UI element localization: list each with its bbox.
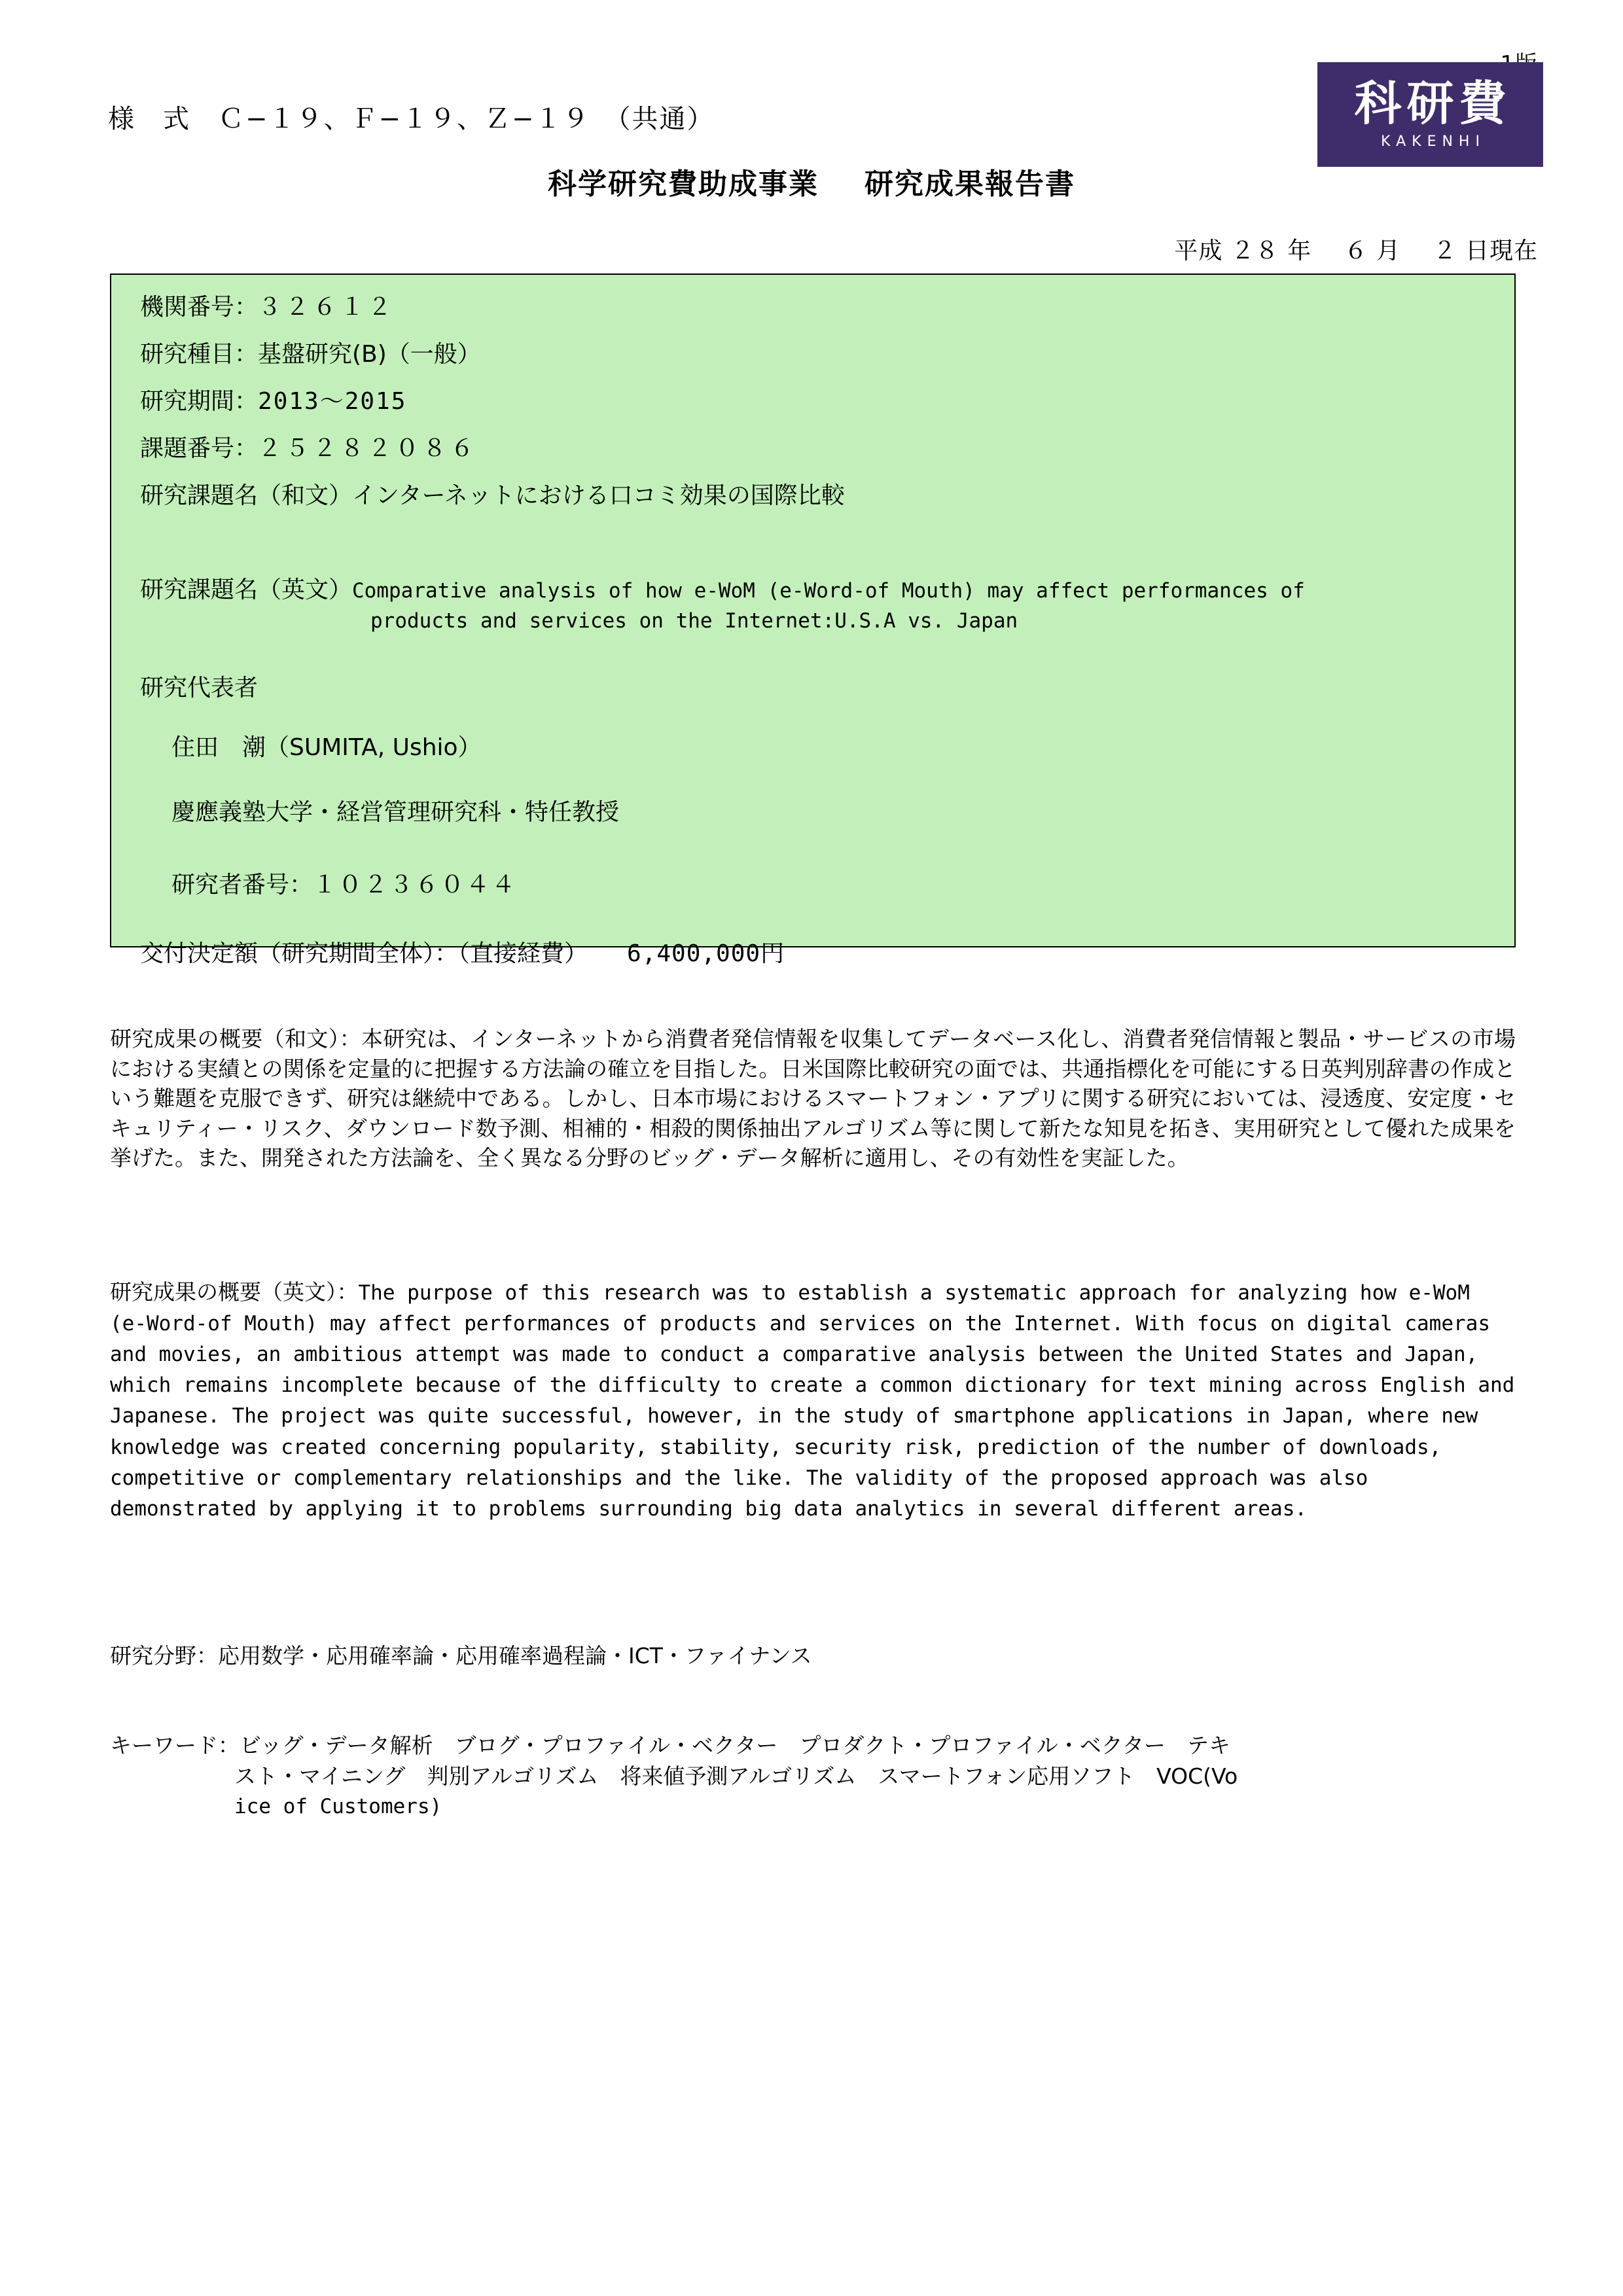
affiliation: 慶應義塾大学・経営管理研究科・特任教授 xyxy=(171,799,620,826)
report-date: 平成 ２８ 年 ６ 月 ２ 日現在 xyxy=(1174,238,1538,264)
abstract-japanese xyxy=(110,1024,1516,1173)
research-field-label: 研究分野： xyxy=(110,1643,218,1669)
keywords xyxy=(110,1731,1516,1821)
abstract-japanese-text: 本研究は、インターネットから消費者発信情報を収集してデータベース化し、消費者発信情報と製品・サービスの市場における実績との関係を定量的に把握する方法論の確立を目指した。日米国際比較研究の面では、共通指標化を可能にする日英判別辞書の作成という難題を克服できず、研究は継続中である。しかし、日本市場におけるスマートフォン・アプリに関する研究においては、浸透度、安定度・セキュリティー・リスク、ダウンロード数予測、相補的・相殺的関係抽出アルゴリズム等に関して新たな知見を拓き、実用研究として優れた成果を挙げた。また、開発された方法論を、全く異なる分野のビッグ・データ解析に適用し、その有効性を実証した。 xyxy=(110,1026,1516,1171)
abstract-english xyxy=(110,1276,1516,1525)
representative-label: 研究代表者 xyxy=(140,675,259,702)
research-category-label: 研究種目： xyxy=(140,341,259,368)
abstract-japanese-label: 研究成果の概要（和文）： xyxy=(110,1026,362,1051)
project-number-value: ２５２８２０８６ xyxy=(258,435,478,462)
institution-number-value: ３２６１２ xyxy=(258,294,396,321)
project-title-ja-value: インターネットにおける口コミ効果の国際比較 xyxy=(352,482,845,509)
project-number-row xyxy=(140,437,1486,461)
representative-name xyxy=(140,729,1486,762)
keywords-label: キーワード： xyxy=(110,1733,240,1758)
research-field-value: 応用数学・応用確率論・応用確率過程論・ICT・ファイナンス xyxy=(218,1643,812,1669)
project-number-label: 課題番号： xyxy=(140,435,259,462)
form-code: 様 式 Ｃ−１９、Ｆ−１９、Ｚ−１９ （共通） xyxy=(108,104,715,134)
grant-amount-row xyxy=(140,935,1486,968)
project-title-en-line2: products and services on the Internet:U.S.A vs. Japan xyxy=(370,609,1018,633)
kakenhi-logo-romaji: KAKENHI xyxy=(1381,133,1486,150)
project-info-box xyxy=(110,274,1516,968)
kakenhi-logo-kanji: 科研費 xyxy=(1354,75,1512,131)
research-category-value: 基盤研究(B)（一般） xyxy=(258,341,481,368)
researcher-number-label: 研究者番号： xyxy=(171,872,313,899)
research-period-value: 2013～2015 xyxy=(258,388,407,415)
researcher-number-row xyxy=(140,866,1486,900)
abstract-english-text: The purpose of this research was to establish a systematic approach for analyzing how e-WoM (e-Word-of Mouth) may affect performances of products and services on the Internet. With focus on digital cameras and movies, an ambitious attempt was made to conduct a comparative analysis between the United States and Japan, which remains incomplete because of the difficulty to create a common dictionary for text mining across English and Japanese. The project was quite successful, however, in the study of smartphone applications in Japan, where new knowledge was created concerning popularity, stability, security risk, prediction of the number of downloads, competitive or complementary relationships and the like. The validity of the proposed approach was also demonstrated by applying it to problems surrounding big data analytics in several different areas. xyxy=(110,1281,1515,1521)
doc-title-part2: 研究成果報告書 xyxy=(865,168,1075,201)
institution-number-row xyxy=(140,296,1486,319)
researcher-number-value: １０２３６０４４ xyxy=(313,872,518,899)
project-title-en-label: 研究課題名（英文） xyxy=(140,576,353,603)
project-title-en-row xyxy=(140,573,1486,635)
research-period-row xyxy=(140,390,1486,414)
keywords-line3: ice of Customers) xyxy=(234,1794,442,1818)
institution-number-label: 機関番号： xyxy=(140,294,259,321)
project-title-ja-row xyxy=(140,484,1486,508)
keywords-line2: スト・マイニング 判別アルゴリズム 将来値予測アルゴリズム スマートフォン応用ソフト VOC(Vo xyxy=(234,1763,1238,1789)
research-period-label: 研究期間： xyxy=(140,388,259,415)
doc-title-part1: 科学研究費助成事業 xyxy=(548,168,819,201)
research-field xyxy=(110,1639,1516,1670)
representative-name-text: 住田 潮（SUMITA, Ushio） xyxy=(171,734,482,762)
project-title-en-line1: Comparative analysis of how e-WoM (e-Word-of Mouth) may affect performances of xyxy=(352,579,1305,603)
kakenhi-logo xyxy=(1317,62,1543,167)
grant-amount-value: 6,400,000円 xyxy=(627,940,785,968)
keywords-line1: ビッグ・データ解析 ブログ・プロファイル・ベクター プロダクト・プロファイル・ベクター テキ xyxy=(240,1733,1231,1758)
project-title-ja-label: 研究課題名（和文） xyxy=(140,482,353,509)
research-category-row xyxy=(140,343,1486,366)
abstract-english-label: 研究成果の概要（英文）： xyxy=(110,1279,359,1305)
grant-amount-label: 交付決定額（研究期間全体）：（直接経費） xyxy=(140,940,588,968)
